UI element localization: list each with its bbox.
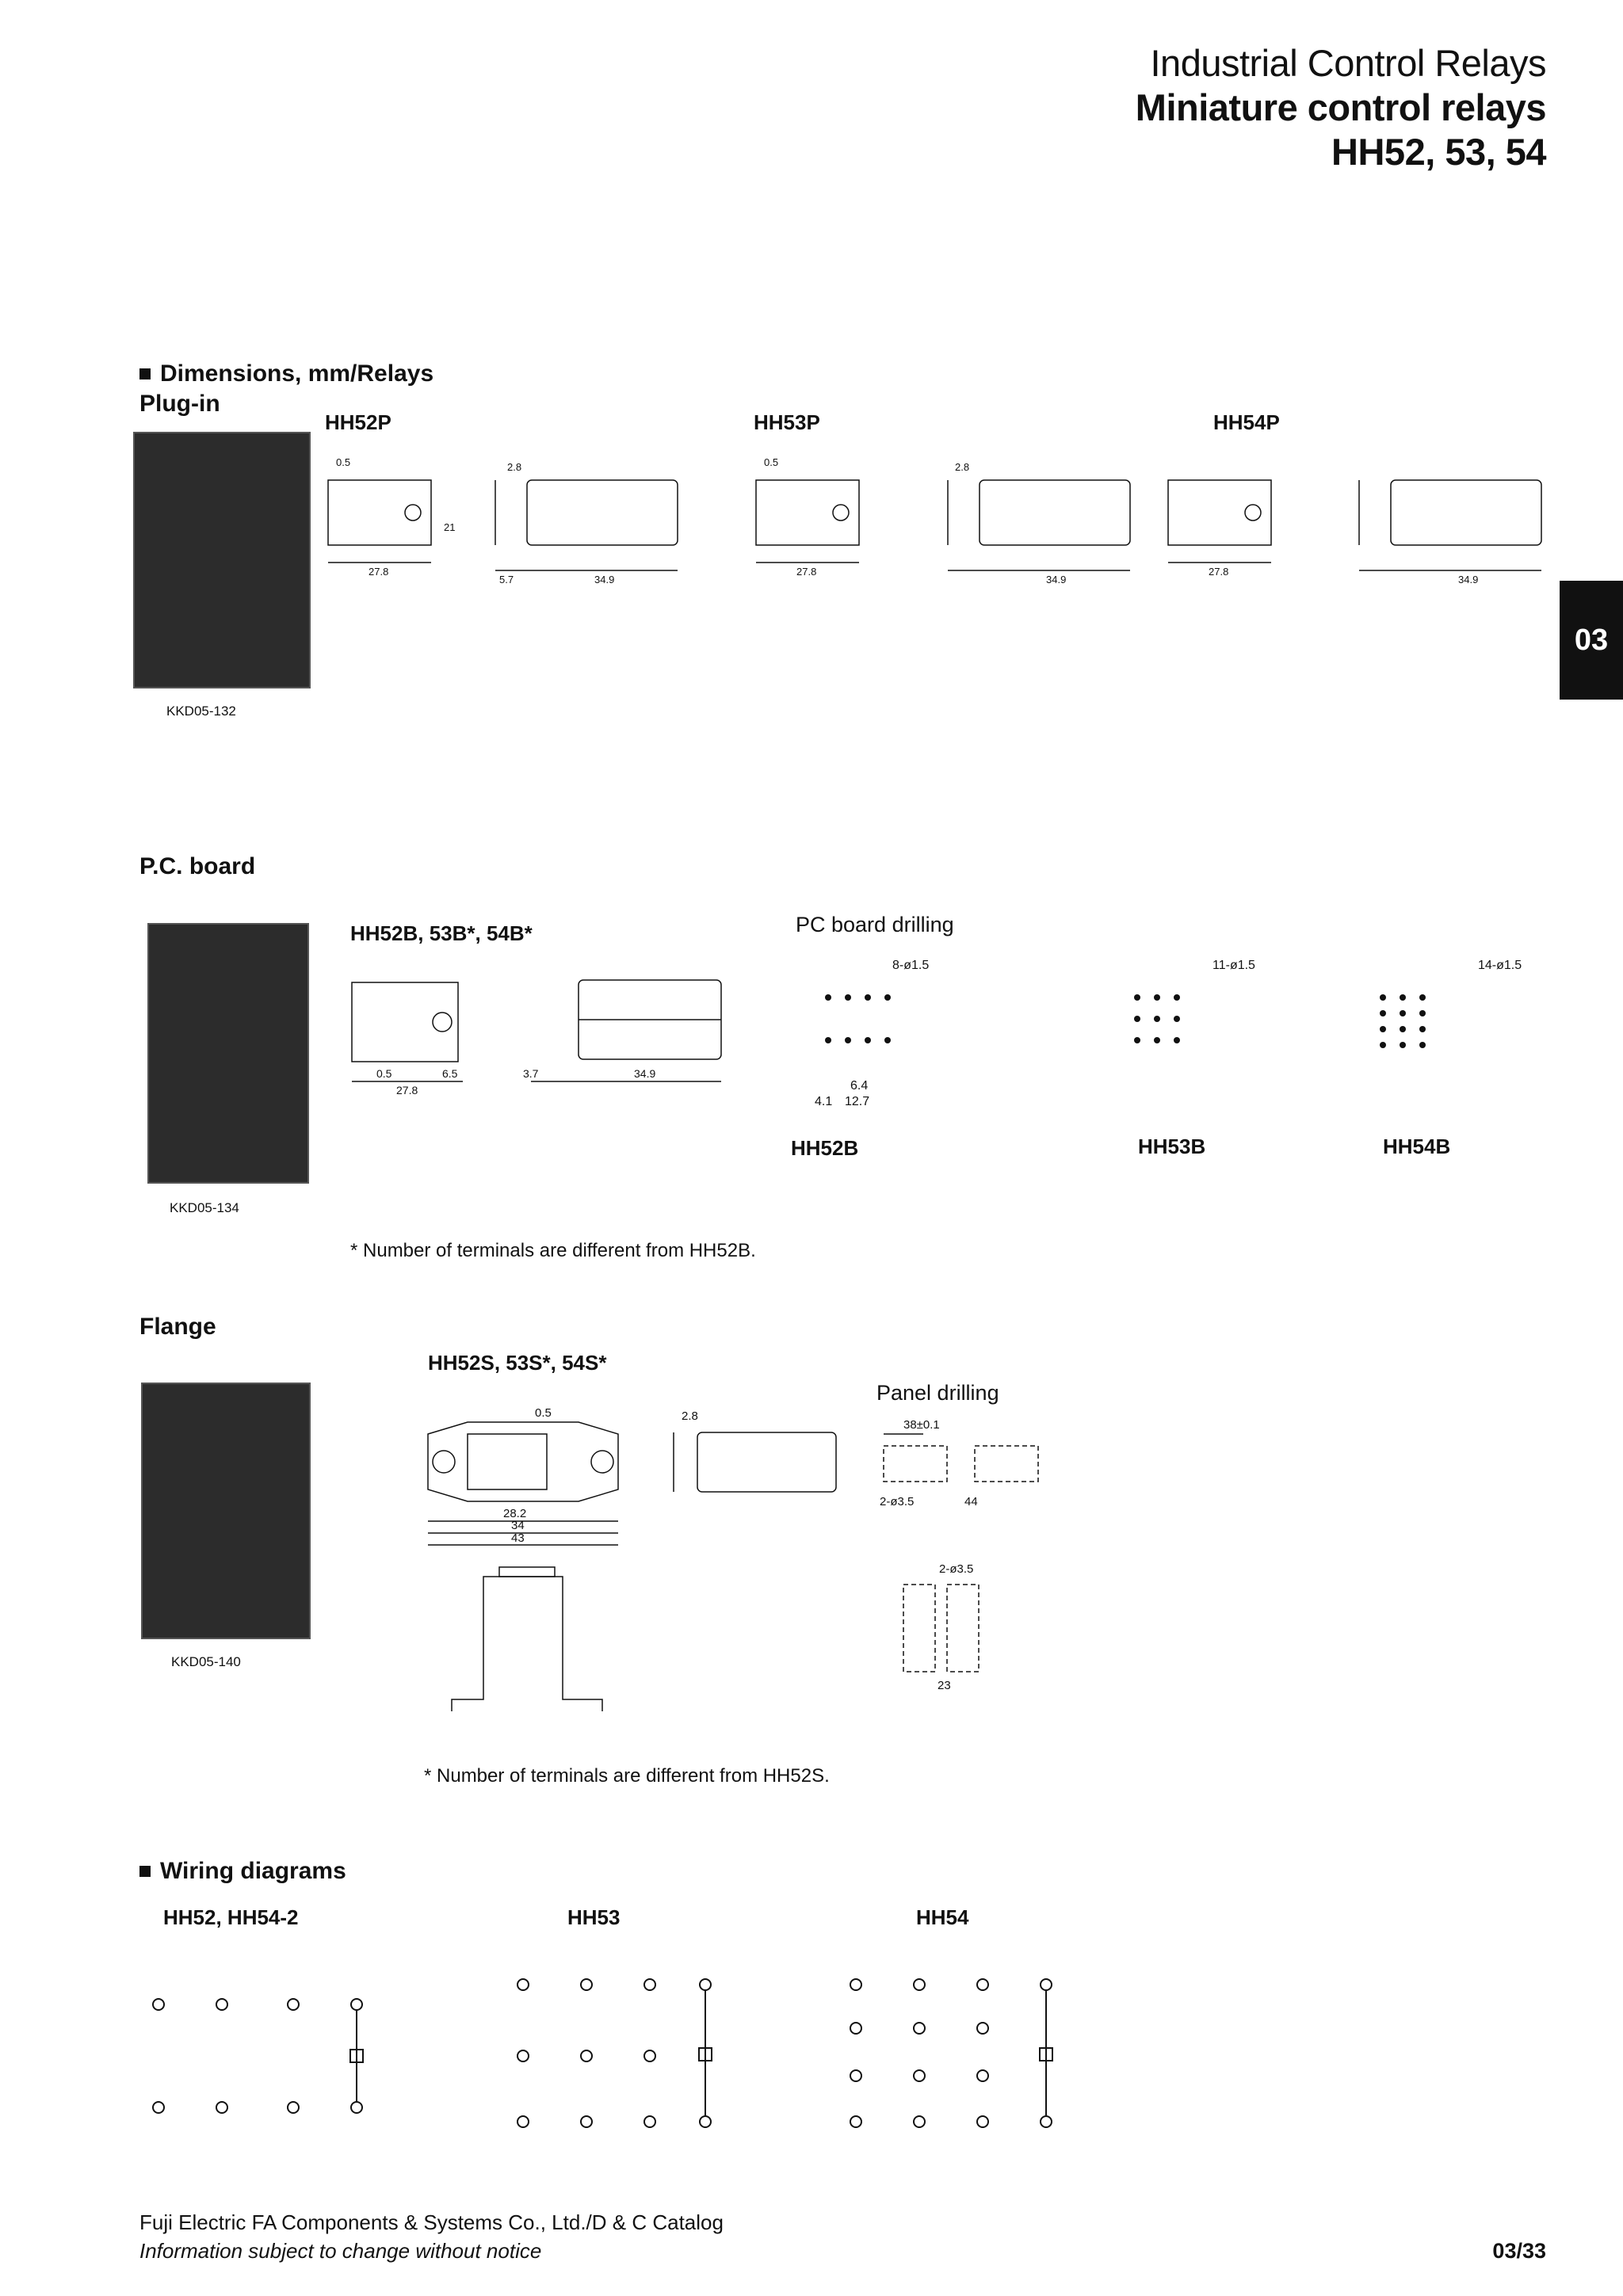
- dim-label: 2-ø3.5: [939, 1562, 974, 1576]
- wiring-model-label: HH53: [567, 1905, 621, 1929]
- plugin-model-label: HH54P: [1213, 410, 1280, 434]
- dim-label: 38±0.1: [903, 1418, 940, 1432]
- header-category: Industrial Control Relays: [1150, 42, 1546, 84]
- pcboard-drilling-model: HH52B: [791, 1136, 859, 1160]
- dim-label: 43: [511, 1531, 525, 1545]
- dim-label: 12.7: [845, 1095, 870, 1105]
- plugin-model-label: HH53P: [754, 410, 820, 434]
- bullet-square-icon: [139, 368, 151, 379]
- wiring-diagrams: [135, 1949, 1086, 2147]
- plugin-label: Plug-in: [139, 391, 220, 417]
- flange-footnote: * Number of terminals are different from HH52S.: [424, 1765, 830, 1787]
- flange-label: Flange: [139, 1314, 216, 1340]
- drill-hole-label: 11-ø1.5: [1212, 959, 1255, 972]
- dim-label: 34: [511, 1519, 525, 1532]
- dim-label: 2.8: [682, 1409, 698, 1423]
- page-number: 03/33: [1492, 2239, 1546, 2263]
- dim-label: 27.8: [1209, 566, 1229, 578]
- dim-label: 21: [444, 521, 456, 533]
- dim-label: 34.9: [1046, 574, 1067, 585]
- dim-label: 5.7: [499, 574, 514, 585]
- pcboard-model-label: HH52B, 53B*, 54B*: [350, 921, 533, 945]
- dim-label: 3.7: [523, 1067, 539, 1080]
- header-models: HH52, 53, 54: [1331, 131, 1546, 173]
- dimensions-title: Dimensions, mm/Relays: [160, 360, 434, 387]
- pcboard-footnote: * Number of terminals are different from HH52B.: [350, 1240, 756, 1261]
- plugin-dimension-drawings: [317, 452, 1553, 594]
- dim-label: 2-ø3.5: [880, 1495, 915, 1508]
- dim-label: 0.5: [764, 456, 779, 468]
- footer-company: Fuji Electric FA Components & Systems Co., Ltd./D & C Catalog: [139, 2210, 724, 2234]
- dim-label: 0.5: [336, 456, 351, 468]
- dim-label: 4.1: [815, 1095, 833, 1105]
- flange-photo-caption: KKD05-140: [171, 1654, 241, 1669]
- pcboard-drilling-title: PC board drilling: [796, 913, 954, 936]
- flange-drilling-title: Panel drilling: [876, 1381, 999, 1405]
- flange-model-label: HH52S, 53S*, 54S*: [428, 1351, 607, 1375]
- drill-hole-label: 8-ø1.5: [892, 959, 930, 972]
- pcboard-drilling-model: HH54B: [1383, 1135, 1451, 1158]
- dim-label: 0.5: [535, 1406, 552, 1420]
- pcboard-drilling-model: HH53B: [1138, 1135, 1206, 1158]
- dim-label: 2.8: [955, 461, 970, 473]
- dim-label: 23: [938, 1679, 951, 1692]
- dim-label: 2.8: [507, 461, 522, 473]
- footer-notice: Information subject to change without notice: [139, 2239, 542, 2263]
- dim-label: 6.4: [850, 1079, 869, 1093]
- flange-dimension-drawings: [388, 1402, 1078, 1735]
- pcboard-relay-photo: [147, 923, 309, 1184]
- dim-label: 34.9: [594, 574, 615, 585]
- bullet-square-icon: [139, 1866, 151, 1877]
- section-tab: 03: [1560, 581, 1623, 700]
- plugin-relay-photo: [133, 432, 311, 688]
- pcboard-dimension-drawings: [341, 947, 1553, 1105]
- dim-label: 28.2: [503, 1507, 527, 1520]
- plugin-photo-caption: KKD05-132: [166, 704, 236, 719]
- plugin-model-label: HH52P: [325, 410, 391, 434]
- wiring-model-label: HH54: [916, 1905, 969, 1929]
- wiring-title: Wiring diagrams: [160, 1858, 346, 1884]
- header-product: Miniature control relays: [1135, 86, 1546, 128]
- wiring-model-label: HH52, HH54-2: [163, 1905, 299, 1929]
- dim-label: 6.5: [442, 1067, 458, 1080]
- flange-relay-photo: [141, 1383, 311, 1639]
- dim-label: 27.8: [796, 566, 817, 578]
- dimensions-heading: [139, 360, 433, 387]
- pcboard-photo-caption: KKD05-134: [170, 1200, 239, 1215]
- dim-label: 34.9: [1458, 574, 1479, 585]
- drill-hole-label: 14-ø1.5: [1478, 959, 1522, 972]
- dim-label: 34.9: [634, 1067, 656, 1080]
- dim-label: 27.8: [396, 1084, 418, 1097]
- dim-label: 0.5: [376, 1067, 392, 1080]
- dim-label: 44: [964, 1495, 978, 1508]
- wiring-heading: [139, 1858, 346, 1885]
- pcboard-label: P.C. board: [139, 853, 256, 879]
- dim-label: 27.8: [369, 566, 389, 578]
